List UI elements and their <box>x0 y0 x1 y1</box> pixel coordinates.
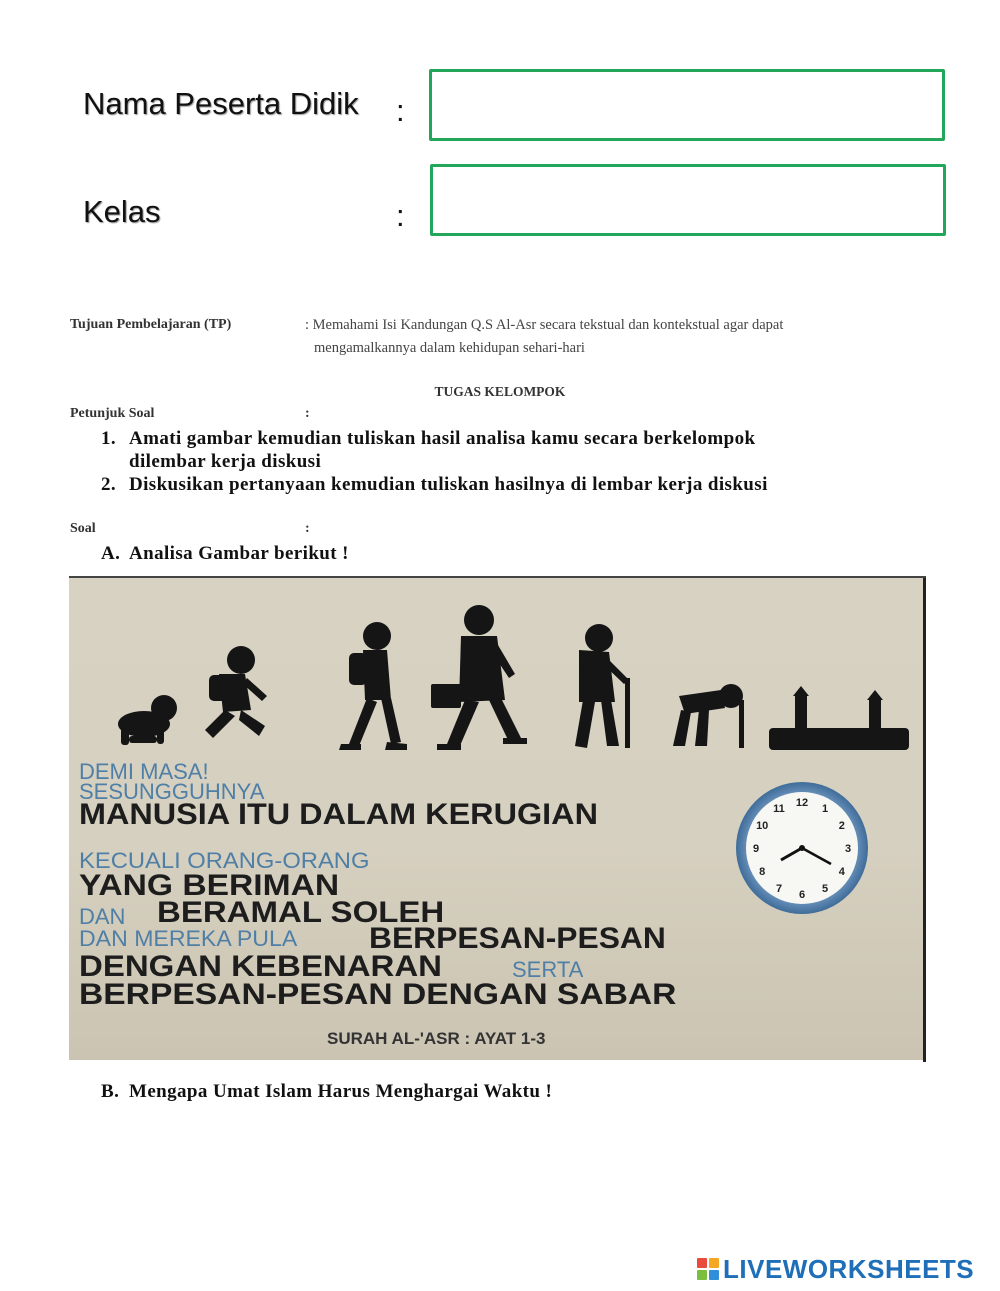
question-b-letter: B. <box>101 1081 120 1102</box>
liveworksheets-logo[interactable] <box>697 1252 974 1286</box>
name-colon: : <box>396 93 405 128</box>
class-colon: : <box>396 198 405 233</box>
instruction-text-line-2: dilembar kerja diskusi <box>129 451 322 472</box>
objective-line-1: : Memahami Isi Kandungan Q.S Al-Asr secara tekstual dan kontekstual agar dapat <box>305 317 784 333</box>
class-label: Kelas <box>83 194 161 229</box>
instruction-text-line-1: Diskusikan pertanyaan kemudian tuliskan hasilnya di lembar kerja diskusi <box>129 474 768 495</box>
task-heading: TUGAS KELOMPOK <box>434 384 566 399</box>
question-a <box>101 543 601 567</box>
instructions-colon: : <box>305 406 310 421</box>
poster-reference: SURAH AL-'ASR : AYAT 1-3 <box>327 1029 546 1048</box>
poster-line-8b: SERTA <box>512 957 584 982</box>
clock-numeral: 3 <box>844 843 852 855</box>
life-stages-silhouettes <box>69 578 924 753</box>
instruction-item-2 <box>101 474 921 498</box>
question-a-letter: A. <box>101 543 121 564</box>
teen-walking-figure <box>339 622 407 750</box>
poster-line-7a: DAN MEREKA PULA <box>79 926 298 951</box>
clock-numeral: 2 <box>838 820 845 832</box>
clock-numeral: 1 <box>821 803 829 816</box>
elderly-bent-figure <box>673 684 744 748</box>
poster-line-4: KECUALI ORANG-ORANG <box>79 848 370 873</box>
class-input[interactable] <box>430 164 946 236</box>
poster-line-6b: BERAMAL SOLEH <box>157 896 445 929</box>
clock-numeral: 6 <box>798 889 806 901</box>
instruction-item-1 <box>101 428 921 478</box>
instruction-number: 1. <box>101 428 117 449</box>
poster-line-2: SESUNGGUHNYA <box>79 779 265 804</box>
instruction-text-line-1: Amati gambar kemudian tuliskan hasil analisa kamu secara berkelompok <box>129 428 756 449</box>
clock-numeral: 11 <box>773 803 785 816</box>
clock-icon <box>719 778 889 918</box>
poster-line-5: YANG BERIMAN <box>79 869 340 902</box>
clock-numeral: 5 <box>821 882 829 895</box>
clock-numeral: 10 <box>756 820 769 832</box>
objective-line-2: mengamalkannya dalam kehidupan sehari-hari <box>314 340 585 356</box>
poster-line-1: DEMI MASA! <box>79 759 209 784</box>
poster-line-8a: DENGAN KEBENARAN <box>79 950 443 983</box>
logo-square <box>697 1258 707 1268</box>
question-b <box>101 1081 801 1105</box>
surah-al-asr-poster <box>69 578 924 1060</box>
liveworksheets-logo-icon <box>697 1258 719 1280</box>
poster-line-6a: DAN <box>79 904 126 929</box>
child-running-figure <box>205 646 267 738</box>
poster-line-3: MANUSIA ITU DALAM KERUGIAN <box>79 798 598 831</box>
name-label: Nama Peserta Didik <box>83 86 359 121</box>
poster-line-7b: BERPESAN-PESAN <box>369 922 666 955</box>
questions-colon: : <box>305 521 310 536</box>
clock-numeral: 12 <box>795 797 809 809</box>
instructions-label: Petunjuk Soal <box>70 406 155 421</box>
grave-figure <box>769 686 909 750</box>
poster-line-9: BERPESAN-PESAN DENGAN SABAR <box>79 978 677 1011</box>
clock-numeral: 7 <box>775 882 783 895</box>
poster-right-border <box>923 578 926 1062</box>
liveworksheets-logo-text: LIVEWORKSHEETS <box>723 1253 975 1284</box>
question-a-text: Analisa Gambar berikut ! <box>129 543 349 564</box>
clock-numeral: 4 <box>838 866 845 878</box>
adult-briefcase-figure <box>431 605 527 750</box>
logo-square <box>697 1270 707 1280</box>
question-b-text: Mengapa Umat Islam Harus Menghargai Waktu ! <box>129 1081 553 1102</box>
clock-numeral: 9 <box>752 843 760 855</box>
name-input[interactable] <box>429 69 945 141</box>
clock-numeral: 8 <box>759 866 766 878</box>
logo-square <box>709 1258 719 1268</box>
clock-center <box>799 845 805 851</box>
elderly-cane-figure <box>575 624 630 748</box>
questions-label: Soal <box>70 521 96 536</box>
instruction-number: 2. <box>101 474 117 495</box>
logo-square <box>709 1270 719 1280</box>
baby-crawling-figure <box>118 695 177 745</box>
objective-label: Tujuan Pembelajaran (TP) <box>70 317 232 332</box>
